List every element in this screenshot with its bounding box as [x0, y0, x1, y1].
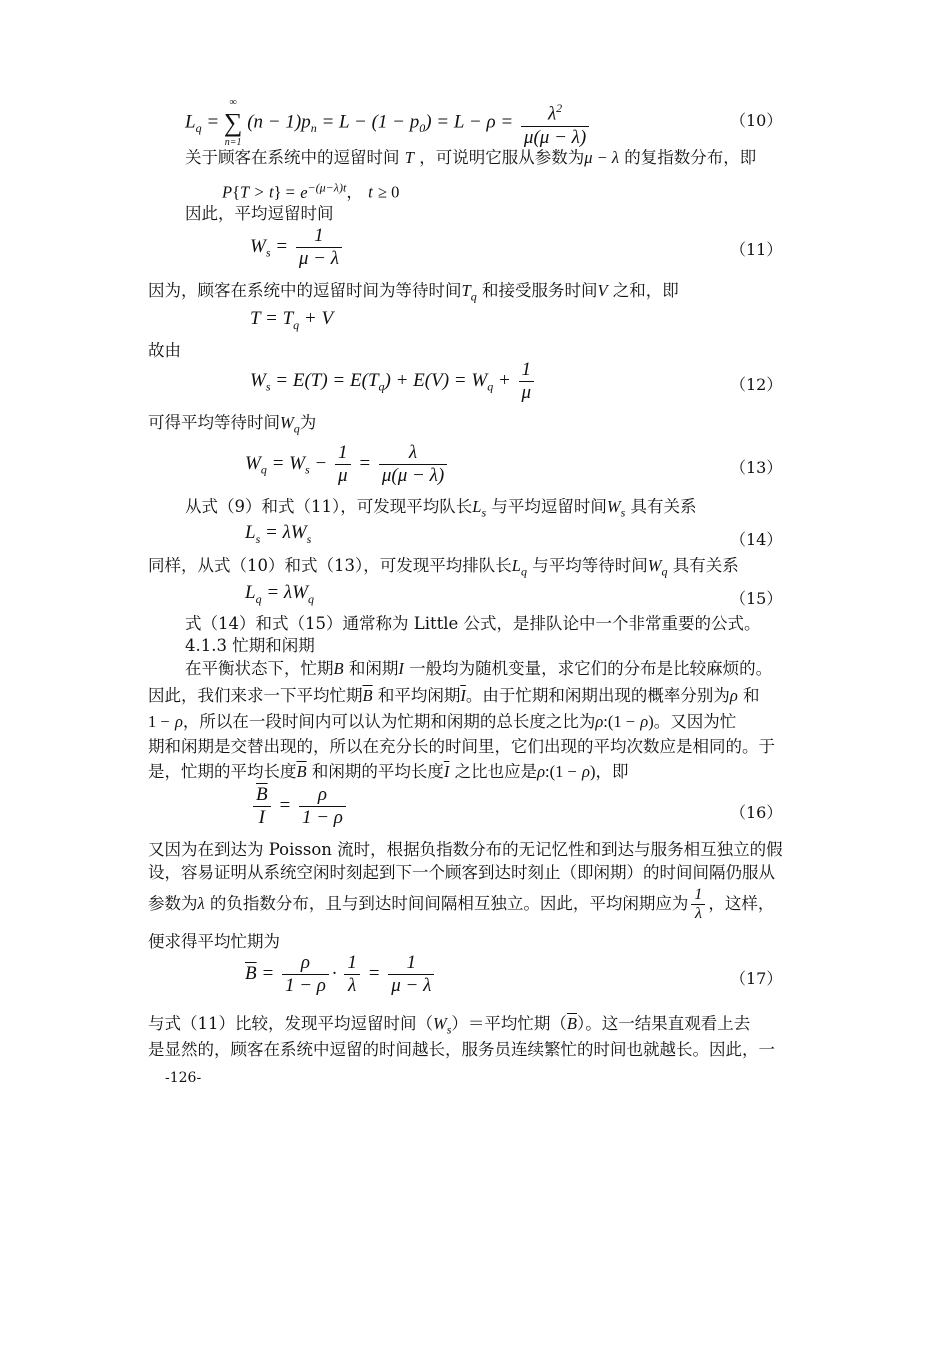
text-line: 是，忙期的平均长度$\overline{B}$ 和闲期的平均长度$\overline{I}$ 之比也应是ρ:(1 − ρ)，即	[148, 762, 629, 781]
equation-number: （12）	[730, 375, 783, 394]
equation-number: （10）	[730, 111, 783, 130]
text-line: 参数为λ 的负指数分布，且与到达时间间隔相互独立。因此，平均闲期应为 $\frac{1}{\lambda}$ ，这样，	[148, 886, 775, 922]
text-line: 在平衡状态下，忙期B 和闲期I 一般均为随机变量，求它们的分布是比较麻烦的。	[185, 659, 773, 678]
text-line: $P\{T > t\} = e^{-(\mu-\lambda)t}$， t ≥ 0	[222, 180, 400, 202]
equation-11: $W_s$ = $\frac{1}{\mu - \lambda}$	[250, 225, 345, 270]
text-line: 式（14）和式（15）通常称为 Little 公式，是排队论中一个非常重要的公式。	[185, 614, 761, 633]
equation-t: $T = T_q + V$	[250, 308, 334, 332]
text-line: 因此，我们来求一下平均忙期$\overline{B}$ 和平均闲期$\overline{I}$。由于忙期和闲期出现的概率分别为ρ 和	[148, 686, 760, 705]
equation-14: $L_s = \lambda W_s$	[245, 522, 312, 546]
text-line: 因为，顾客在系统中的逗留时间为等待时间$T_q$ 和接受服务时间V 之和，即	[148, 281, 679, 304]
section-heading: 4.1.3 忙期和闲期	[185, 636, 315, 655]
text-line: 设，容易证明从系统空闲时刻起到下一个顾客到达时刻止（即闲期）的时间间隔仍服从	[148, 863, 775, 882]
equation-13: $W_q = W_s$ − $\frac{1}{\mu}$ = $\frac{\lambda}{\mu(\mu - \lambda)}$	[245, 442, 450, 487]
equation-17: $\overline{B}$ = $\frac{\rho}{1 - \rho}$ · $\frac{1}{\lambda}$ = $\frac{1}{\mu - \lambda}$	[245, 952, 437, 997]
equation-number: （17）	[730, 969, 783, 988]
equation-16: $\frac{\overline{B}}{I}$ = $\frac{\rho}{1 - \rho}$	[250, 784, 349, 829]
text-line: 关于顾客在系统中的逗留时间 T ，可说明它服从参数为μ − λ 的复指数分布，即	[185, 148, 757, 167]
equation-15: $L_q = \lambda W_q$	[245, 582, 314, 606]
text-line: 因此，平均逗留时间	[185, 204, 334, 223]
text-line: 从式（9）和式（11），可发现平均队长$L_s$ 与平均逗留时间$W_s$ 具有关系	[185, 497, 697, 520]
text-line: 同样，从式（10）和式（13），可发现平均排队长$L_q$ 与平均等待时间$W_q$ 具有关系	[148, 556, 739, 579]
equation-number: （15）	[730, 589, 783, 608]
text-line: 故由	[148, 341, 181, 360]
text-line: 与式（11）比较，发现平均逗留时间$(W_s)=$平均忙期$(\overline{B})$。这一结果直观看上去	[148, 1014, 751, 1037]
text-line: 又因为在到达为 Poisson 流时，根据负指数分布的无记忆性和到达与服务相互独立的假	[148, 840, 783, 859]
equation-number: （13）	[730, 458, 783, 477]
equation-number: （11）	[730, 240, 783, 259]
equation-10: $L_q$ = ∞ ∑ n=1 $(n - 1)p_n = L - (1 - p_0) = L - \rho$ = $\frac{\lambda^2}{\mu(\mu - \lambda)}$	[185, 96, 592, 150]
text-line: 期和闲期是交替出现的，所以在充分长的时间里，它们出现的平均次数应是相同的。于	[148, 737, 775, 756]
equation-12: $W_s = E(T) = E(T_q) + E(V) = W_q$ + $\frac{1}{\mu}$	[250, 359, 537, 404]
text-line: 是显然的，顾客在系统中逗留的时间越长，服务员连续繁忙的时间也就越长。因此，一	[148, 1040, 775, 1059]
equation-number: （16）	[730, 803, 783, 822]
equation-number: （14）	[730, 530, 783, 549]
text-line: 可得平均等待时间$W_q$为	[148, 413, 317, 436]
text-line: 1 − ρ，所以在一段时间内可以认为忙期和闲期的总长度之比为ρ:(1 − ρ)。又因为忙	[148, 712, 737, 731]
page-number: -126-	[165, 1070, 202, 1086]
text-line: 便求得平均忙期为	[148, 932, 280, 951]
